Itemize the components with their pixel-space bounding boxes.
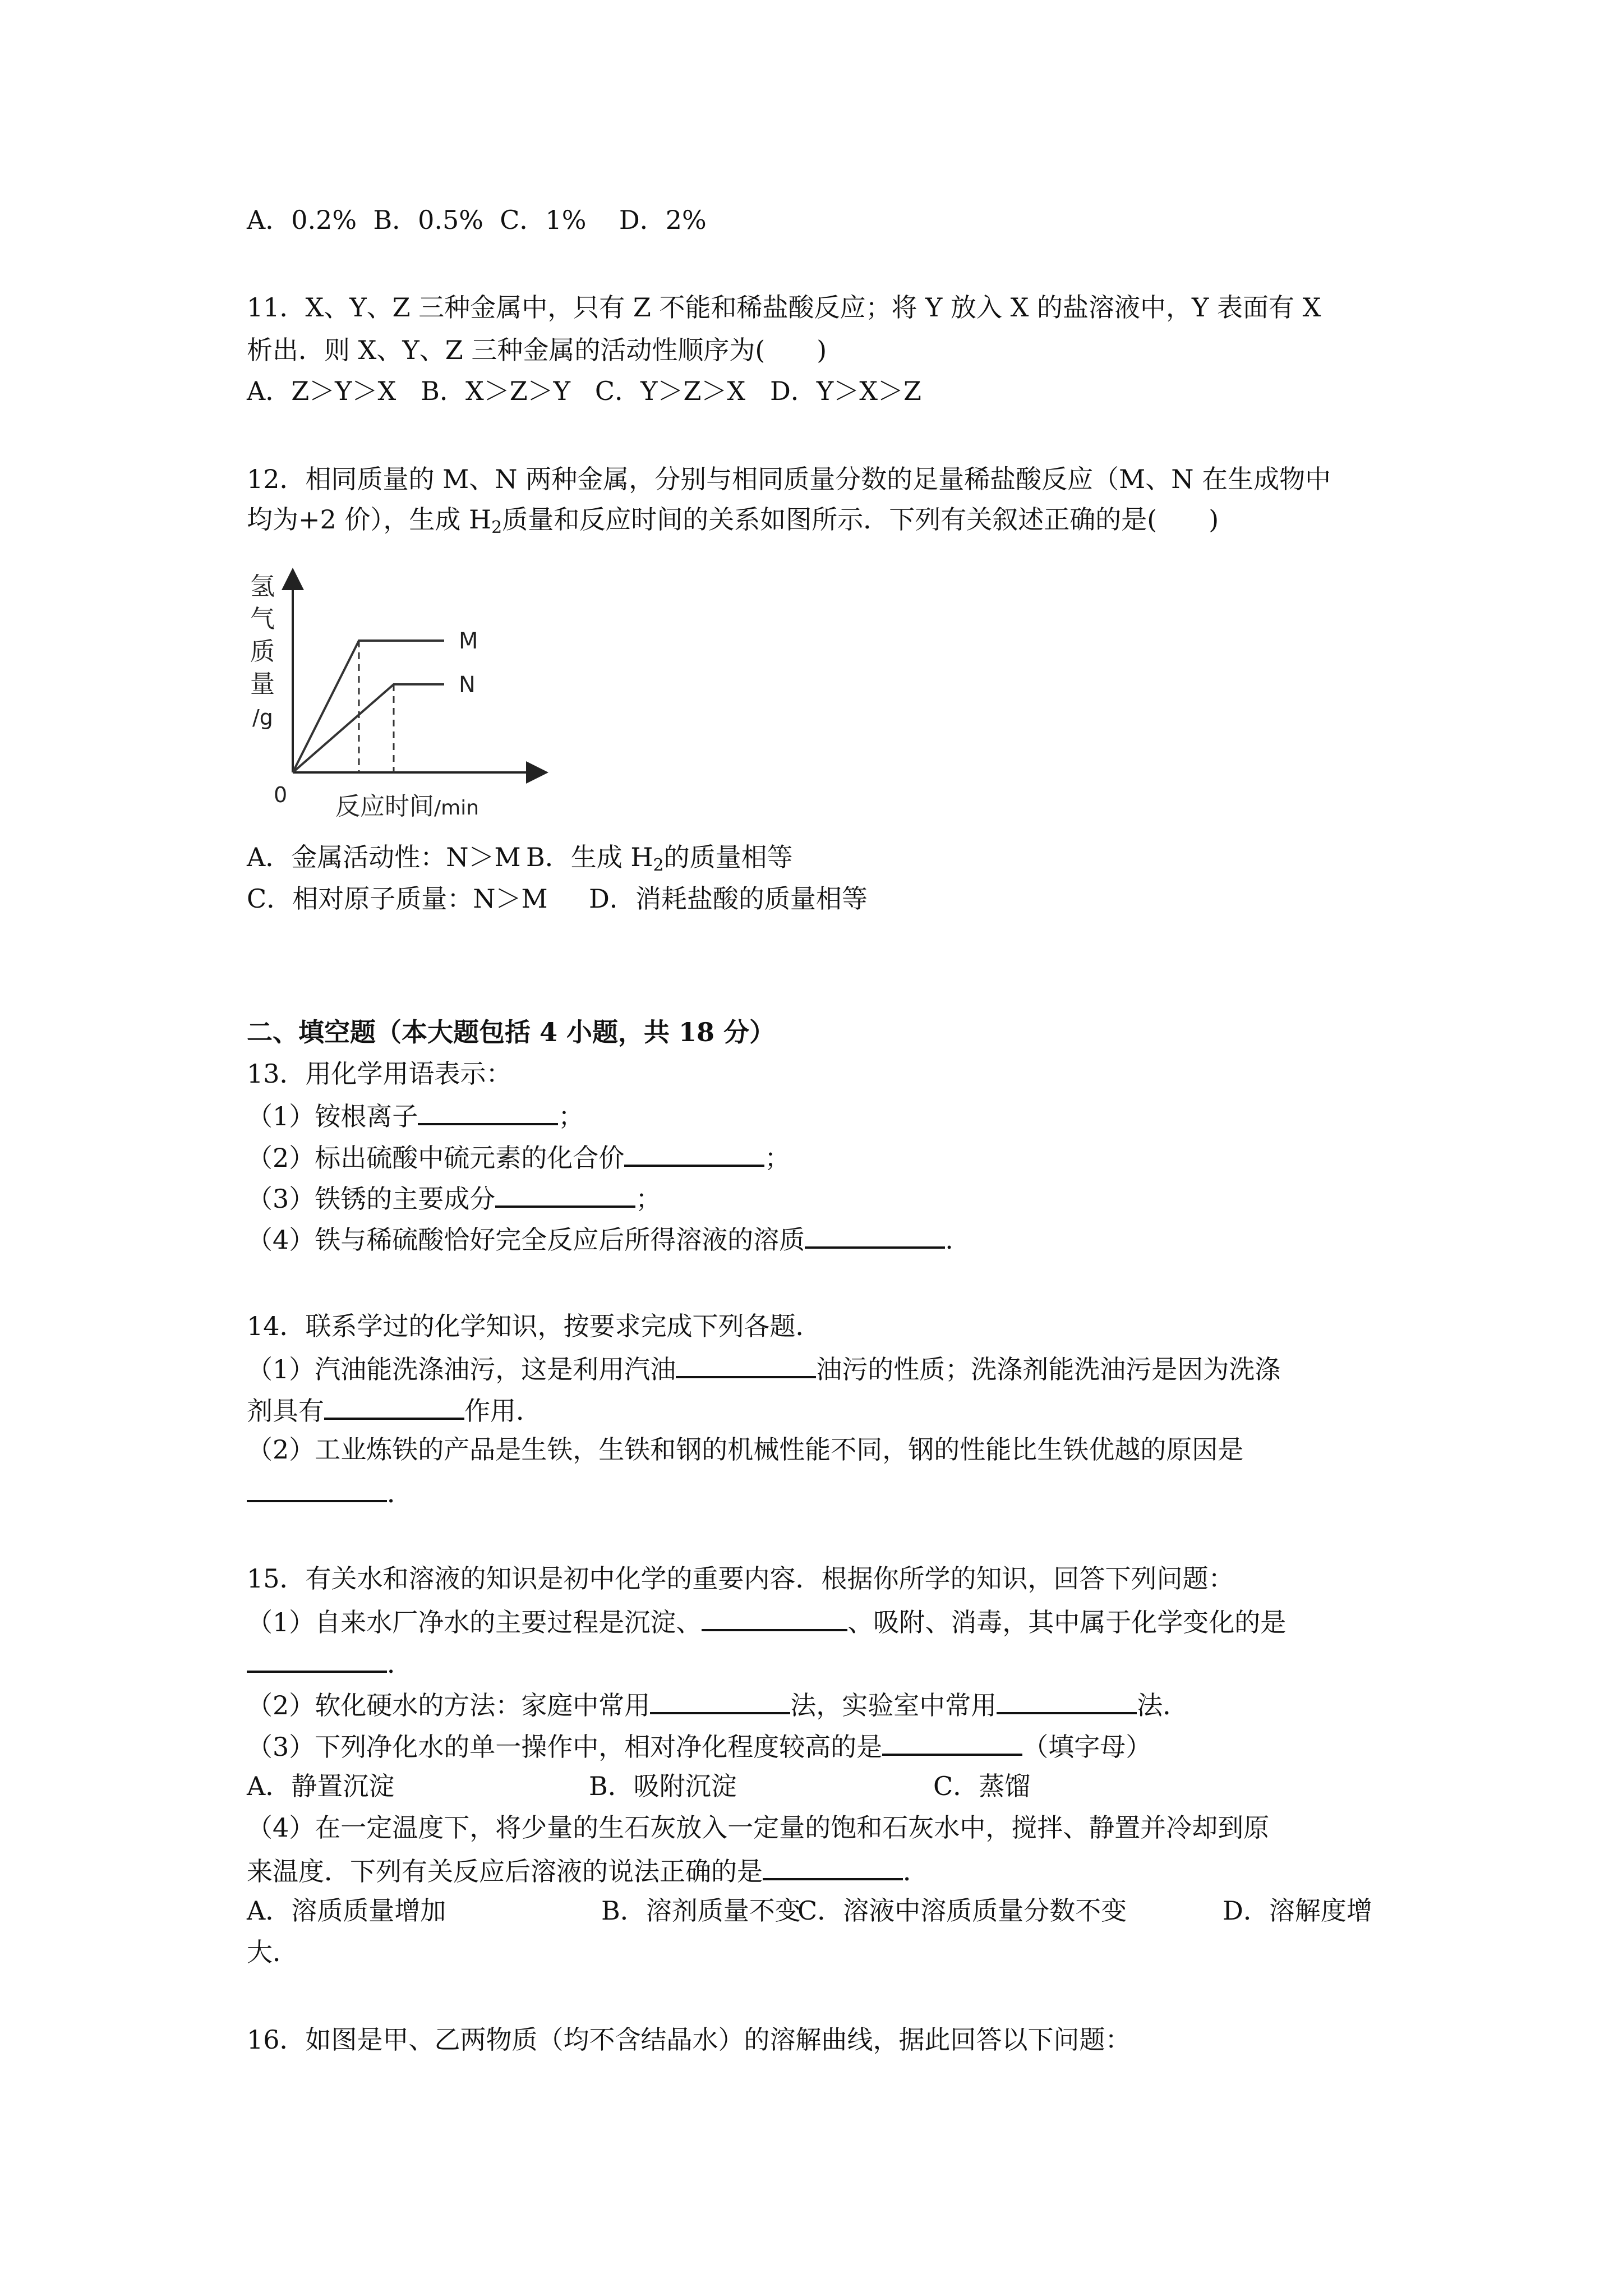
- q15-part3-option-a: A．静置沉淀: [247, 1771, 395, 1801]
- q13-part1: （1）铵根离子 ；: [247, 1097, 584, 1133]
- q11-stem-line1: 11．X、Y、Z 三种金属中，只有 Z 不能和稀盐酸反应；将 Y 放入 X 的盐溶液中，Y 表面有 X: [247, 292, 1321, 323]
- q10-options: A．0.2% B．0.5% C．1% D．2%: [247, 205, 707, 235]
- q13-part2: （2）标出硫酸中硫元素的化合价 ；: [247, 1139, 790, 1175]
- q15-part4-option-d-cont: 大．: [247, 1937, 298, 1967]
- answer-blank[interactable]: [882, 1728, 1022, 1756]
- q12-stem-line2: 均为+2 价），生成 $H_2$质量和反应时间的关系如图所示．下列有关叙述正确的是( ): [247, 504, 1219, 537]
- q15-part1-line2: ．: [247, 1645, 413, 1681]
- answer-blank[interactable]: [676, 1350, 816, 1378]
- series-n-label: N: [459, 672, 476, 698]
- q13-part3: （3）铁锈的主要成分 ；: [247, 1180, 661, 1216]
- q15-part4-line2: 来温度．下列有关反应后溶液的说法正确的是 ．: [247, 1852, 929, 1888]
- q15-part4-option-a: A．溶质质量增加: [247, 1895, 446, 1926]
- y-label-char-1: 氢: [250, 572, 275, 601]
- q15-part3-option-c: C．蒸馏: [933, 1771, 1031, 1801]
- q14-part2-line2: ．: [247, 1474, 413, 1510]
- q13-part4: （4）铁与稀硫酸恰好完全反应后所得溶液的溶质 .: [247, 1221, 953, 1257]
- answer-blank[interactable]: [650, 1686, 790, 1714]
- q14-part1-line2: 剂具有 作用．: [247, 1392, 542, 1428]
- q14-part1-line1: （1）汽油能洗涤油污，这是利用汽油 油污的性质；洗涤剂能洗油污是因为洗涤: [247, 1350, 1280, 1386]
- q15-part1-line1: （1）自来水厂净水的主要过程是沉淀、 、吸附、消毒，其中属于化学变化的是: [247, 1603, 1286, 1639]
- q12-option-c: C．相对原子质量：N＞M: [247, 884, 548, 914]
- series-m-label: M: [459, 628, 478, 654]
- answer-blank[interactable]: [763, 1852, 903, 1880]
- q15-stem: 15．有关水和溶液的知识是初中化学的重要内容．根据你所学的知识，回答下列问题：: [247, 1563, 1234, 1594]
- q13-stem: 13．用化学用语表示：: [247, 1059, 512, 1089]
- q12-option-a: A．金属活动性：N＞M: [247, 842, 521, 872]
- q12-option-d: D．消耗盐酸的质量相等: [589, 884, 868, 914]
- y-label-char-3: 质: [250, 637, 275, 666]
- answer-blank[interactable]: [324, 1392, 464, 1420]
- answer-blank[interactable]: [495, 1180, 635, 1208]
- answer-blank[interactable]: [997, 1686, 1137, 1714]
- q15-part3-option-b: B．吸附沉淀: [589, 1771, 737, 1801]
- y-label-char-2: 气: [250, 605, 275, 633]
- q11-options: A．Z＞Y＞X B．X＞Z＞Y C．Y＞Z＞X D．Y＞X＞Z: [247, 376, 922, 406]
- origin-label: 0: [274, 783, 288, 807]
- q11-stem-line2: 析出．则 X、Y、Z 三种金属的活动性顺序为( ): [247, 335, 827, 365]
- q15-part4-line1: （4）在一定温度下，将少量的生石灰放入一定量的饱和石灰水中，搅拌、静置并冷却到原: [247, 1812, 1270, 1843]
- answer-blank[interactable]: [418, 1097, 558, 1125]
- q12-stem-line1: 12．相同质量的 M、N 两种金属，分别与相同质量分数的足量稀盐酸反应（M、N 在生成物中: [247, 464, 1331, 494]
- answer-blank[interactable]: [247, 1474, 387, 1502]
- section2-title: 二、填空题（本大题包括 4 小题，共 18 分）: [247, 1017, 776, 1047]
- answer-blank[interactable]: [247, 1645, 387, 1673]
- answer-blank[interactable]: [805, 1221, 945, 1249]
- answer-blank[interactable]: [624, 1139, 764, 1167]
- q12-option-b: B．生成 $H_2$的质量相等: [526, 842, 793, 875]
- q15-part3: （3）下列净化水的单一操作中，相对净化程度较高的是 （填字母）: [247, 1728, 1151, 1764]
- q14-stem: 14．联系学过的化学知识，按要求完成下列各题．: [247, 1311, 822, 1341]
- q15-part2: （2）软化硬水的方法：家庭中常用 法，实验室中常用 法．: [247, 1686, 1188, 1722]
- y-label-char-4: 量: [250, 670, 275, 698]
- x-axis-label: 反应时间/min: [335, 792, 479, 821]
- q16-stem: 16．如图是甲、乙两物质（均不含结晶水）的溶解曲线，据此回答以下问题：: [247, 2024, 1131, 2055]
- q15-part4-option-c: C．溶液中溶质质量分数不变: [797, 1895, 1127, 1926]
- q14-part2-line1: （2）工业炼铁的产品是生铁，生铁和钢的机械性能不同，钢的性能比生铁优越的原因是: [247, 1434, 1244, 1465]
- answer-blank[interactable]: [702, 1603, 847, 1631]
- q15-part4-option-d: D．溶解度增: [1223, 1895, 1372, 1926]
- y-unit: /g: [252, 705, 273, 730]
- hydrogen-mass-time-graph: [247, 567, 561, 825]
- q15-part4-option-b: B．溶剂质量不变: [601, 1895, 801, 1926]
